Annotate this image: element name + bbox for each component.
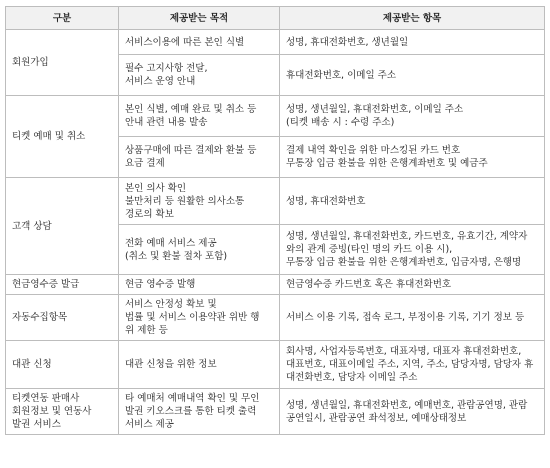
category-cell: 현금영수증 발급 (6, 275, 119, 295)
table-header-row (6, 7, 545, 30)
header-items: 제공받는 항목 (280, 7, 545, 30)
items-cell: 성명, 휴대전화번호, 생년월일 (280, 30, 545, 55)
table-row (6, 275, 545, 295)
category-cell: 대관 신청 (6, 341, 119, 389)
table-row (6, 96, 545, 137)
purpose-cell: 타 예매처 예매내역 확인 및 무인 발권 키오스크를 통한 티켓 출력 서비스 제공 (119, 389, 280, 435)
table-row (6, 341, 545, 389)
purpose-cell: 서비스 안정성 확보 및 법률 및 서비스 이용약관 위반 행 위 제한 등 (119, 295, 280, 341)
items-cell: 성명, 휴대전화번호 (280, 178, 545, 225)
table-row (6, 295, 545, 341)
purpose-cell: 대관 신청을 위한 정보 (119, 341, 280, 389)
items-cell: 성명, 생년월일, 휴대전화번호, 예매번호, 관람공연명, 관람 공연일시, 관람공연 좌석정보, 예매상태정보 (280, 389, 545, 435)
items-cell: 성명, 생년월일, 휴대전화번호, 이메일 주소 (티켓 배송 시 : 수령 주소) (280, 96, 545, 137)
purpose-cell: 현금 영수증 발행 (119, 275, 280, 295)
purpose-cell: 본인 식별, 예매 완료 및 취소 등 안내 관련 내용 발송 (119, 96, 280, 137)
header-purpose: 제공받는 목적 (119, 7, 280, 30)
header-category: 구분 (6, 7, 119, 30)
table-row (6, 30, 545, 55)
purpose-cell: 상품구매에 따른 결제와 환불 등 요금 결제 (119, 137, 280, 178)
items-cell: 성명, 생년월일, 휴대전화번호, 카드번호, 유효기간, 계약자 와의 관계 증빙(타인 명의 카드 이용 시), 무통장 입금 환불을 위한 은행계좌번호, 입금자명, 은행명 (280, 225, 545, 275)
category-cell: 자동수집항목 (6, 295, 119, 341)
items-cell: 현금영수증 카드번호 혹은 휴대전화번호 (280, 275, 545, 295)
purpose-cell: 본인 의사 확인 불만처리 등 원활한 의사소통 경로의 확보 (119, 178, 280, 225)
items-cell: 결제 내역 확인을 위한 마스킹된 카드 번호 무통장 입금 환불을 위한 은행계좌번호 및 예금주 (280, 137, 545, 178)
purpose-cell: 전화 예매 서비스 제공 (취소 및 환불 절차 포함) (119, 225, 280, 275)
personal-info-table (5, 6, 545, 435)
table-body (6, 30, 545, 435)
items-cell: 회사명, 사업자등록번호, 대표자명, 대표자 휴대전화번호, 대표번호, 대표이메일 주소, 지역, 주소, 담당자명, 담당자 휴 대전화번호, 담당자 이메일 주소 (280, 341, 545, 389)
table-row (6, 389, 545, 435)
items-cell: 서비스 이용 기록, 접속 로그, 부정이용 기록, 기기 정보 등 (280, 295, 545, 341)
category-cell: 티켓연동 판매사 회원정보 및 연동사 발권 서비스 (6, 389, 119, 435)
purpose-cell: 서비스이용에 따른 본인 식별 (119, 30, 280, 55)
table-row (6, 178, 545, 225)
category-cell: 티켓 예매 및 취소 (6, 96, 119, 178)
items-cell: 휴대전화번호, 이메일 주소 (280, 55, 545, 96)
purpose-cell: 필수 고지사항 전달, 서비스 운영 안내 (119, 55, 280, 96)
category-cell: 고객 상담 (6, 178, 119, 275)
category-cell: 회원가입 (6, 30, 119, 96)
